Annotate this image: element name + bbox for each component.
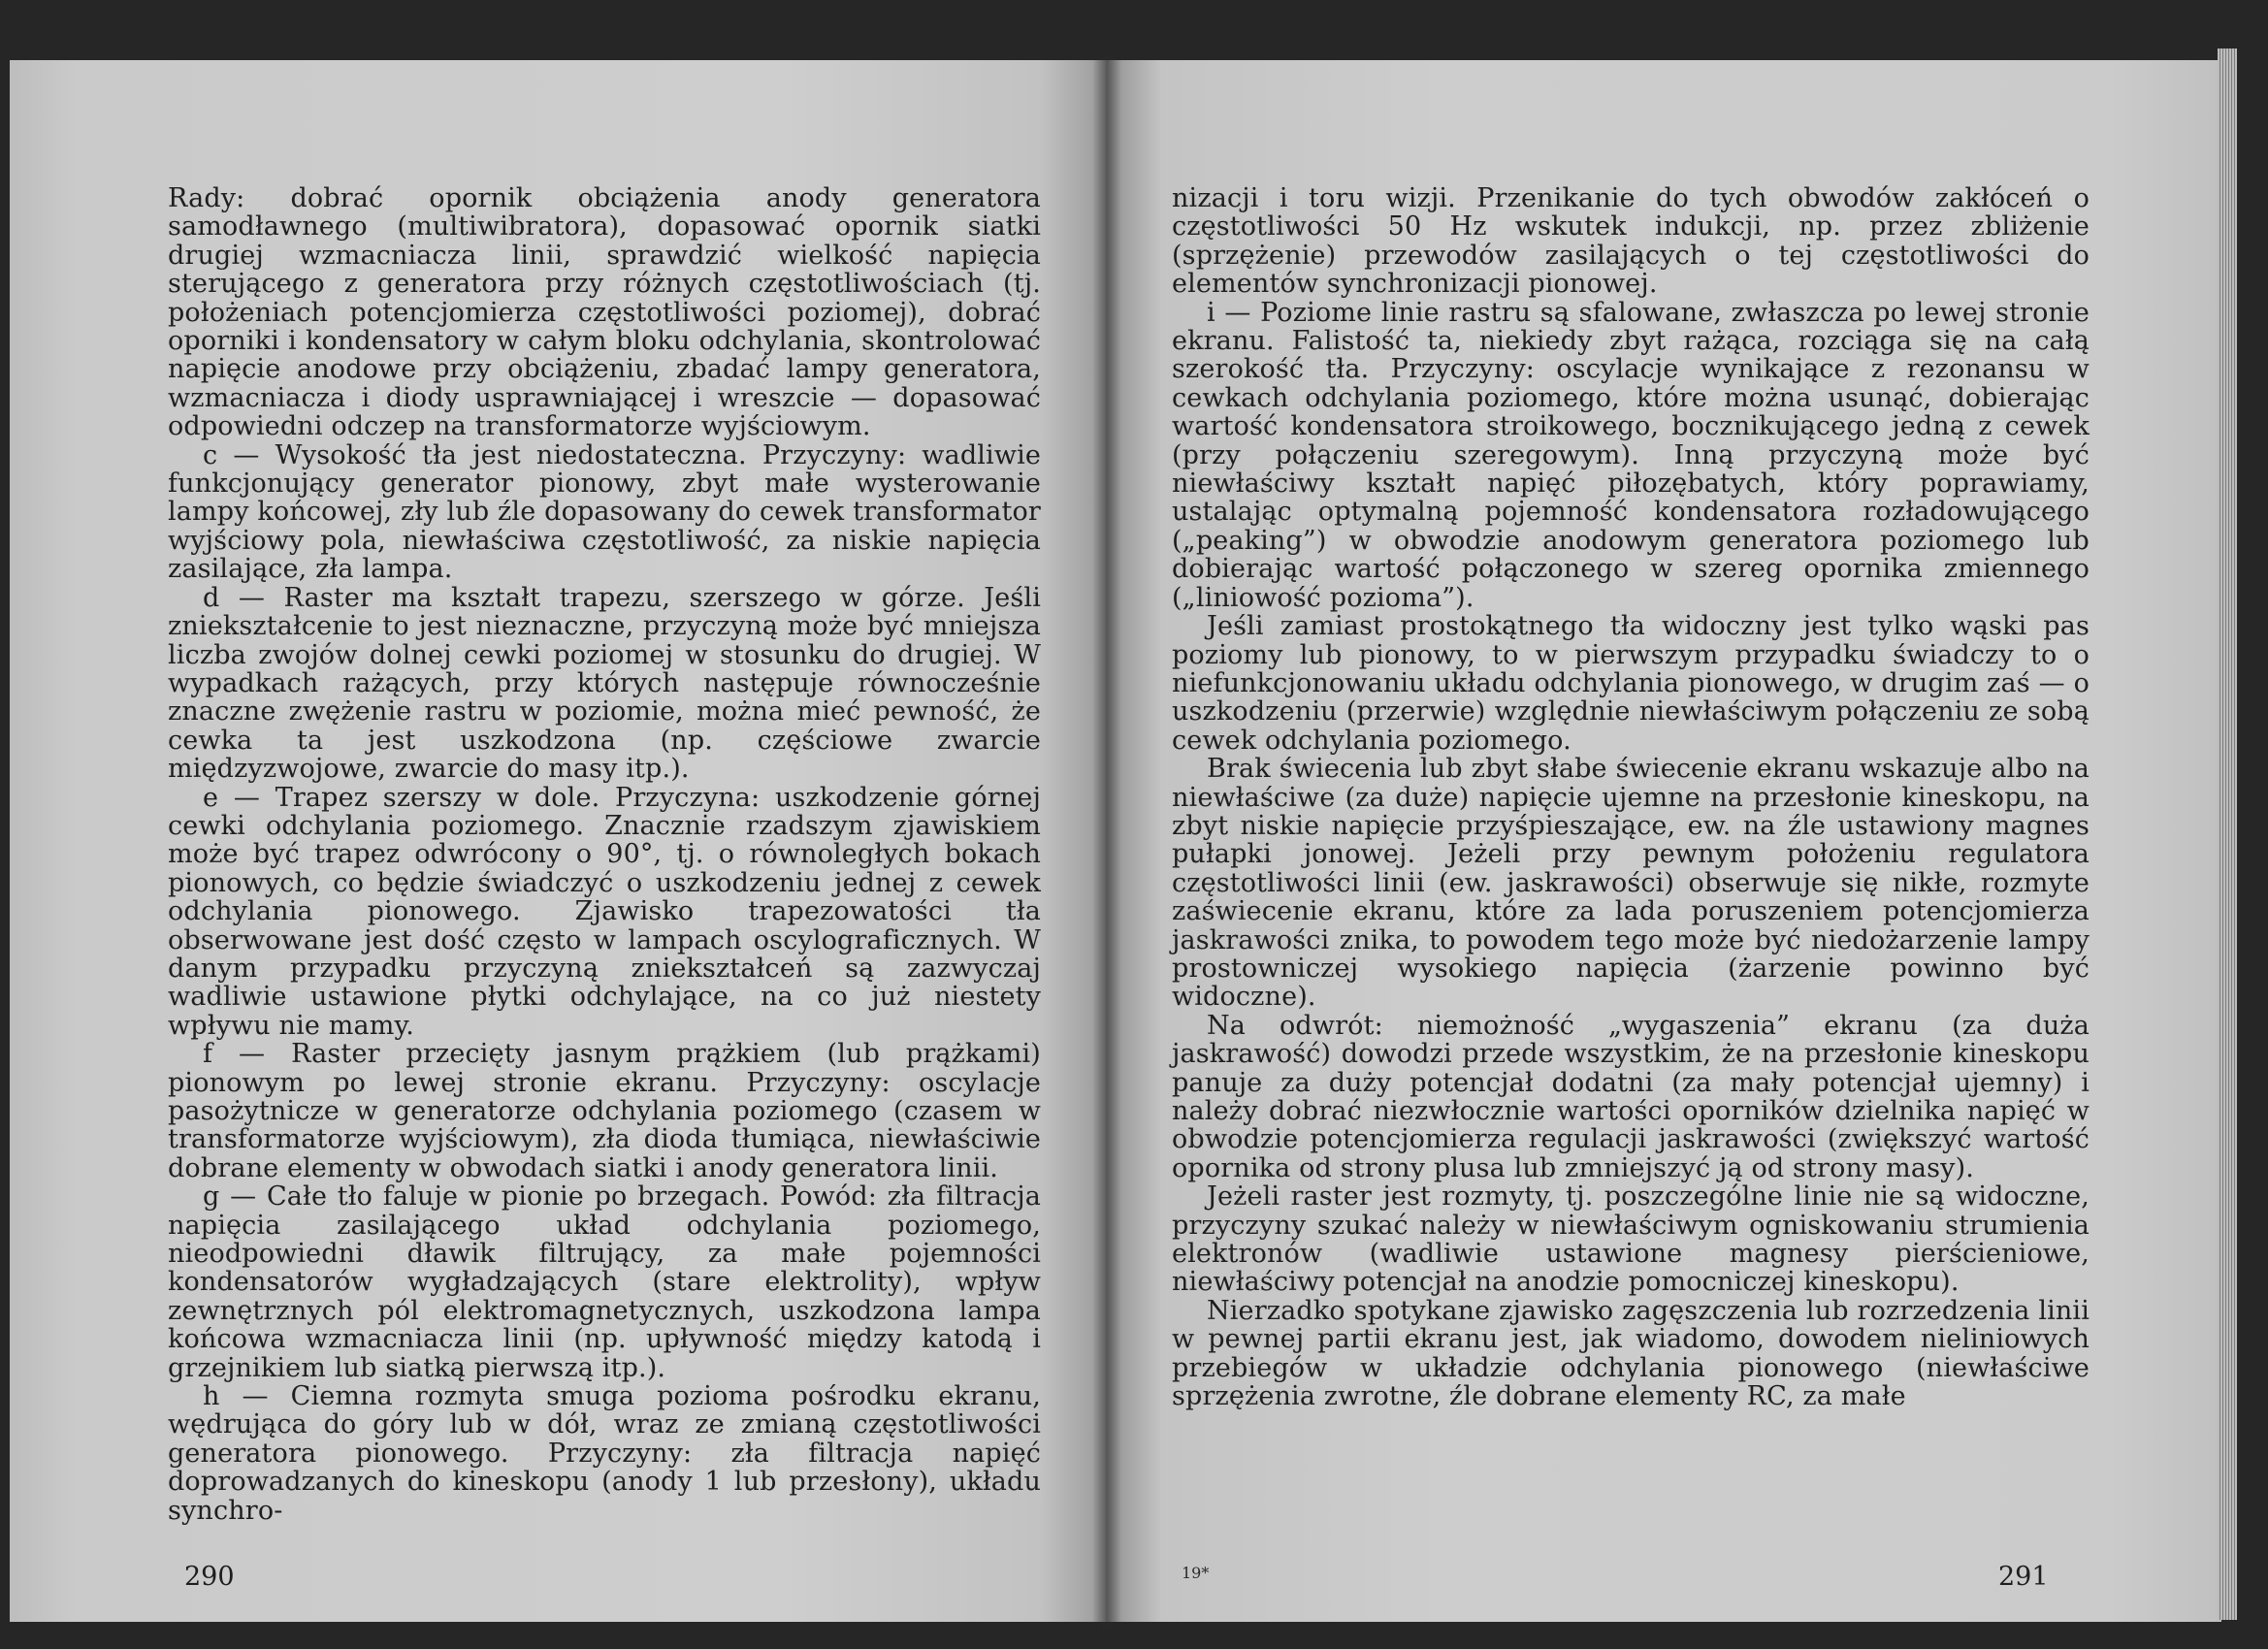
- paragraph: Nierzadko spotykane zjawisko zagęszczenia lub rozrzedzenia linii w pewnej partii ekranu jest, jak wiadomo, dowodem nieliniowych przebiegów w układzie odchylania pionowego (niewłaściwe sprzężenia zwrotne, źle dobrane elementy RC, za małe: [1172, 1295, 2090, 1412]
- left-page-text: [168, 184, 1041, 1525]
- paragraph: e — Trapez szerszy w dole. Przyczyna: uszkodzenie górnej cewki odchylania poziomego. Znacznie rzadszym zjawiskiem może być trapez odwrócony o 90°, tj. o równoległych bokach pionowych, co będzie świadczyć o uszkodzeniu jednej z cewek odchylania pionowego. Zjawisko trapezowatości tła obserwowane jest dość często w lampach oscylograficznych. W danym przypadku przyczyną zniekształceń są zazwyczaj wadliwie ustawione płytki odchylające, na co już niestety wpływu nie mamy.: [168, 782, 1041, 1041]
- paragraph: Jeśli zamiast prostokątnego tła widoczny jest tylko wąski pas poziomy lub pionowy, to w pierwszym przypadku świadczy to o niefunkcjonowaniu układu odchylania pionowego, w drugim zaś — o uszkodzeniu (przerwie) względnie niewłaściwym połączeniu ze sobą cewek odchylania poziomego.: [1172, 611, 2090, 756]
- paragraph: d — Raster ma kształt trapezu, szerszego w górze. Jeśli zniekształcenie to jest nieznaczne, przyczyną może być mniejsza liczba zwojów dolnej cewki poziomej w stosunku do drugiej. W wypadkach rażących, przy których następuje równocześnie znaczne zwężenie rastru w poziomie, można mieć pewność, że cewka ta jest uszkodzona (np. częściowe zwarcie międzyzwojowe, zwarcie do masy itp.).: [168, 582, 1041, 785]
- paragraph: f — Raster przecięty jasnym prążkiem (lub prążkami) pionowym po lewej stronie ekranu. Przyczyny: oscylacje pasożytnicze w generatorze odchylania poziomego (czasem w transformatorze wyjściowym), zła dioda tłumiąca, niewłaściwie dobrane elementy w obwodach siatki i anody generatora linii.: [168, 1039, 1041, 1183]
- paragraph: Brak świecenia lub zbyt słabe świecenie ekranu wskazuje albo na niewłaściwe (za duże) napięcie ujemne na przesłonie kineskopu, na zbyt niskie napięcie przyśpieszające, ew. na źle ustawiony magnes pułapki jonowej. Jeżeli przy pewnym położeniu regulatora częstotliwości linii (ew. jaskrawości) obserwuje się nikłe, rozmyte zaświecenie ekranu, które za lada poruszeniem potencjomierza jaskrawości znika, to powodem tego może być niedożarzenie lampy prostowniczej wysokiego napięcia (żarzenie powinno być widoczne).: [1172, 754, 2090, 1013]
- page-number: 290: [184, 1562, 235, 1592]
- paragraph: nizacji i toru wizji. Przenikanie do tych obwodów zakłóceń o częstotliwości 50 Hz wskutek indukcji, np. przez zbliżenie (sprzężenie) przewodów zasilających o tej częstotliwości do elementów synchronizacji pionowej.: [1172, 183, 2090, 300]
- right-page: [1106, 60, 2221, 1622]
- signature-mark: 19*: [1182, 1564, 1210, 1582]
- paragraph: h — Ciemna rozmyta smuga pozioma pośrodku ekranu, wędrująca do góry lub w dół, wraz ze zmianą częstotliwości generatora pionowego. Przyczyny: zła filtracja napięć doprowadzanych do kineskopu (anody 1 lub przesłony), układu synchro-: [168, 1381, 1041, 1526]
- right-page-text: [1172, 184, 2090, 1410]
- paragraph: i — Poziome linie rastru są sfalowane, zwłaszcza po lewej stronie ekranu. Falistość ta, niekiedy zbyt rażąca, rozciąga się na całą szerokość tła. Przyczyny: oscylacje wynikające z rezonansu w cewkach odchylania poziomego, które można usunąć, dobierając wartość kondensatora stroikowego, bocznikującego jedną z cewek (przy połączeniu szeregowym). Inną przyczyną może być niewłaściwy kształt napięć piłozębatych, który poprawiamy, ustalając optymalną pojemność kondensatora rozładowującego („peaking”) w obwodzie anodowym generatora poziomego lub dobierając wartość połączonego w szereg opornika zmiennego („liniowość pozioma”).: [1172, 297, 2090, 613]
- paragraph: Na odwrót: niemożność „wygaszenia” ekranu (za duża jaskrawość) dowodzi przede wszystkim, że na przesłonie kineskopu panuje za duży potencjał dodatni (za mały potencjał ujemny) i należy dobrać niezwłocznie wartości oporników dzielnika napięć w obwodzie potencjomierza regulacji jaskrawości (zwiększyć wartość opornika od strony plusa lub zmniejszyć ją od strony masy).: [1172, 1010, 2090, 1183]
- page-number: 291: [1998, 1562, 2049, 1592]
- paragraph: Jeżeli raster jest rozmyty, tj. poszczególne linie nie są widoczne, przyczyny szukać należy w niewłaściwym ogniskowaniu strumienia elektronów (wadliwie ustawione magnesy pierścieniowe, niewłaściwy potencjał na anodzie pomocniczej kineskopu).: [1172, 1181, 2090, 1298]
- paragraph: Rady: dobrać opornik obciążenia anody generatora samodławnego (multiwibratora), dopasować opornik siatki drugiej wzmacniacza linii, sprawdzić wielkość napięcia sterującego z generatora przy różnych częstotliwościach (tj. położeniach potencjomierza częstotliwości poziomej), dobrać oporniki i kondensatory w całym bloku odchylania, skontrolować napięcie anodowe przy obciążeniu, zbadać lampy generatora, wzmacniacza i diody usprawniającej i wreszcie — dopasować odpowiedni odczep na transformatorze wyjściowym.: [168, 183, 1041, 442]
- page-edge-stack: [2218, 48, 2237, 1620]
- book-gutter: [1092, 56, 1121, 1628]
- paragraph: g — Całe tło faluje w pionie po brzegach. Powód: zła filtracja napięcia zasilającego układ odchylania poziomego, nieodpowiedni dławik filtrujący, za małe pojemności kondensatorów wygładzających (stare elektrolity), wpływ zewnętrznych pól elektromagnetycznych, uszkodzona lampa końcowa wzmacniacza linii (np. upływność między katodą i grzejnikiem lub siatką pierwszą itp.).: [168, 1181, 1041, 1383]
- paragraph: c — Wysokość tła jest niedostateczna. Przyczyny: wadliwie funkcjonujący generator pionowy, zbyt małe wysterowanie lampy końcowej, zły lub źle dopasowany do cewek transformator wyjściowy pola, niewłaściwa częstotliwość, za niskie napięcia zasilające, zła lampa.: [168, 439, 1041, 585]
- left-page: [10, 60, 1106, 1622]
